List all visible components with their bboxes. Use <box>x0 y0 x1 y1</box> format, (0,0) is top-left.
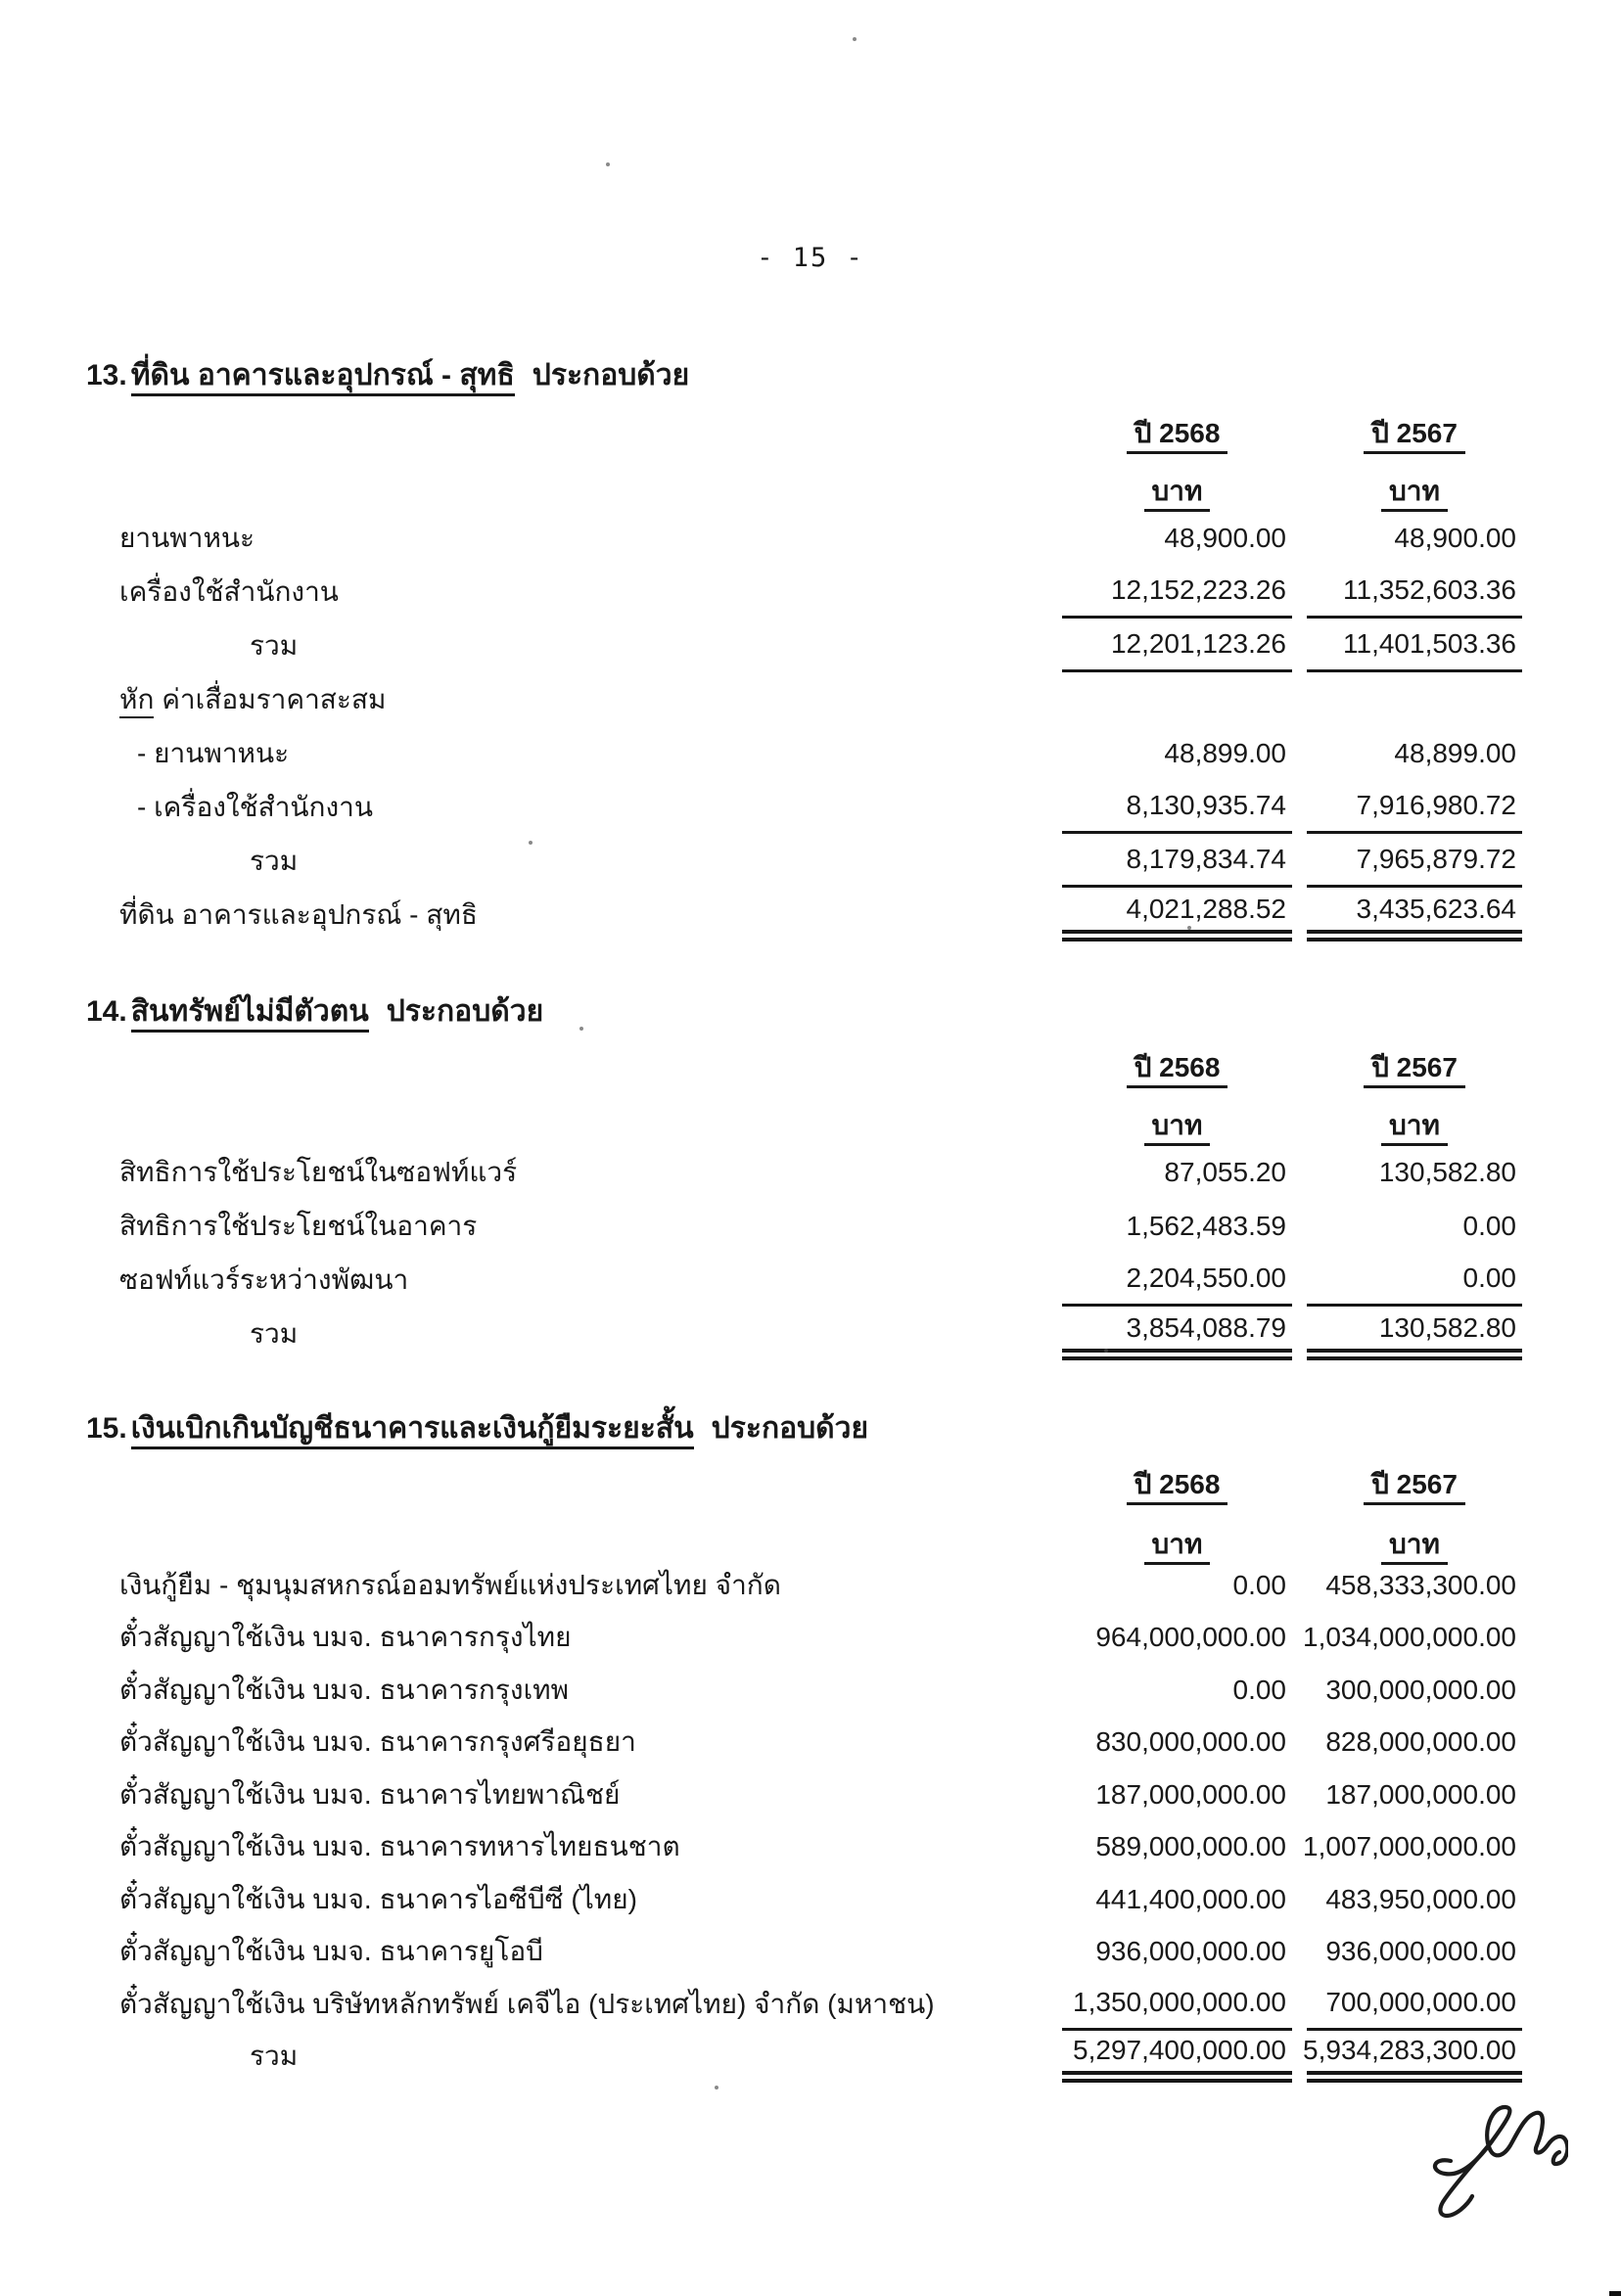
amount-2567: 7,965,879.72 <box>1307 834 1522 888</box>
amount-2568 <box>1062 672 1292 726</box>
amount-2567: 700,000,000.00 <box>1307 1978 1522 2031</box>
section-title: ที่ดิน อาคารและอุปกรณ์ - สุทธิ <box>131 359 515 396</box>
amount-2568: 936,000,000.00 <box>1095 1936 1286 1967</box>
row-label: - เครื่องใช้สำนักงาน <box>137 791 374 822</box>
amount-2568: 8,179,834.74 <box>1062 834 1292 888</box>
amount-2568: 5,297,400,000.00 <box>1062 2031 1292 2084</box>
amount-2567: 48,900.00 <box>1394 522 1516 553</box>
amount-2568: 2,204,550.00 <box>1062 1253 1292 1307</box>
table-row <box>0 1253 1621 1307</box>
scan-speck <box>853 37 857 41</box>
section-14-header <box>86 988 543 1034</box>
row-label: ที่ดิน อาคารและอุปกรณ์ - สุทธิ <box>119 898 478 930</box>
row-label: ยานพาหนะ <box>119 522 255 553</box>
table-row <box>0 780 1621 834</box>
scan-speck <box>715 2086 718 2089</box>
section-number: 14. <box>86 995 127 1028</box>
amount-2568: 589,000,000.00 <box>1095 1831 1286 1862</box>
amount-2567: 0.00 <box>1462 1210 1516 1241</box>
amount-2568: 3,854,088.79 <box>1062 1307 1292 1360</box>
corner-mark <box>1609 2291 1621 2296</box>
amount-2568: 830,000,000.00 <box>1095 1726 1286 1758</box>
amount-2568: 441,400,000.00 <box>1095 1883 1286 1914</box>
row-label: หัก ค่าเสื่อมราคาสะสม <box>119 678 386 721</box>
amount-2567: 130,582.80 <box>1378 1156 1516 1187</box>
amount-2567: 458,333,300.00 <box>1325 1569 1516 1600</box>
scan-speck <box>606 162 610 166</box>
section-suffix: ประกอบด้วย <box>532 359 690 391</box>
amount-2568: 12,201,123.26 <box>1062 619 1292 672</box>
scan-speck <box>1104 1349 1108 1353</box>
table-row <box>0 511 1621 565</box>
row-label: ตั๋วสัญญาใช้เงิน บมจ. ธนาคารกรุงเทพ <box>119 1674 570 1705</box>
section-suffix: ประกอบด้วย <box>711 1412 869 1445</box>
row-label: ซอฟท์แวร์ระหว่างพัฒนา <box>119 1263 409 1295</box>
amount-2567: 1,034,000,000.00 <box>1303 1622 1516 1653</box>
signature <box>1421 2102 1568 2234</box>
row-label: - ยานพาหนะ <box>137 737 290 768</box>
amount-2567: 3,435,623.64 <box>1307 888 1522 941</box>
amount-2567: 828,000,000.00 <box>1325 1726 1516 1758</box>
amount-2567: 5,934,283,300.00 <box>1307 2031 1522 2084</box>
section-13-header <box>86 352 689 398</box>
section-number: 15. <box>86 1412 127 1445</box>
amount-2567: 1,007,000,000.00 <box>1303 1831 1516 1862</box>
row-label: เงินกู้ยืม - ชุมนุมสหกรณ์ออมทรัพย์แห่งประเทศไทย จำกัด <box>119 1569 781 1600</box>
year-col-header-2568: ปี 2568 <box>1062 1463 1292 1506</box>
unit-header-baht: บาท <box>1062 1104 1292 1147</box>
amount-2567: 11,352,603.36 <box>1307 565 1522 619</box>
table-row <box>0 1926 1621 1979</box>
unit-header-baht: บาท <box>1307 1104 1522 1147</box>
row-label: ตั๋วสัญญาใช้เงิน บมจ. ธนาคารยูโอบี <box>119 1936 543 1967</box>
year-col-header-2567: ปี 2567 <box>1307 1463 1522 1506</box>
table-row <box>0 1612 1621 1665</box>
amount-2568: 8,130,935.74 <box>1062 780 1292 834</box>
section-15-table <box>0 1559 1621 2083</box>
row-label: รวม <box>250 2041 299 2072</box>
total-row <box>0 888 1621 941</box>
page-number: - 15 - <box>757 243 864 273</box>
row-label: ตั๋วสัญญาใช้เงิน บมจ. ธนาคารทหารไทยธนชาต <box>119 1831 680 1862</box>
year-col-header-2567: ปี 2567 <box>1307 412 1522 455</box>
amount-2567: 48,899.00 <box>1394 737 1516 768</box>
row-label: รวม <box>250 1317 299 1349</box>
table-row <box>0 565 1621 619</box>
section-title: สินทรัพย์ไม่มีตัวตน <box>131 995 369 1033</box>
table-row <box>0 1145 1621 1199</box>
row-label: เครื่องใช้สำนักงาน <box>119 575 339 607</box>
table-row <box>0 1873 1621 1926</box>
amount-2568: 0.00 <box>1232 1569 1286 1600</box>
table-row <box>0 1664 1621 1717</box>
amount-2568: 1,350,000,000.00 <box>1062 1978 1292 2031</box>
amount-2568: 48,900.00 <box>1164 522 1286 553</box>
row-label: ตั๋วสัญญาใช้เงิน บมจ. ธนาคารไอซีบีซี (ไทย) <box>119 1883 637 1914</box>
amount-2568: 4,021,288.52 <box>1062 888 1292 941</box>
amount-2568: 187,000,000.00 <box>1095 1778 1286 1810</box>
amount-2567 <box>1307 672 1522 726</box>
section-15-header <box>86 1405 868 1451</box>
table-row <box>0 1717 1621 1769</box>
section-14-table <box>0 1145 1621 1360</box>
subtotal-row <box>0 619 1621 672</box>
amount-2567: 0.00 <box>1307 1253 1522 1307</box>
total-row <box>0 2031 1621 2084</box>
unit-header-baht: บาท <box>1307 470 1522 513</box>
total-row <box>0 1307 1621 1360</box>
amount-2568: 0.00 <box>1232 1674 1286 1705</box>
table-row <box>0 672 1621 726</box>
row-label: รวม <box>250 845 299 876</box>
unit-header-baht: บาท <box>1062 470 1292 513</box>
amount-2567: 187,000,000.00 <box>1325 1778 1516 1810</box>
row-label: ตั๋วสัญญาใช้เงิน บมจ. ธนาคารกรุงไทย <box>119 1622 572 1653</box>
section-suffix: ประกอบด้วย <box>386 995 544 1028</box>
amount-2568: 1,562,483.59 <box>1126 1210 1286 1241</box>
unit-header-baht: บาท <box>1062 1523 1292 1566</box>
row-label: สิทธิการใช้ประโยชน์ในอาคาร <box>119 1210 478 1241</box>
table-row <box>0 1768 1621 1821</box>
scan-speck <box>579 1027 583 1031</box>
scan-speck <box>1187 926 1191 930</box>
row-label: ตั๋วสัญญาใช้เงิน บริษัทหลักทรัพย์ เคจีไอ (ประเทศไทย) จำกัด (มหาชน) <box>119 1988 935 2019</box>
section-number: 13. <box>86 359 127 391</box>
table-row <box>0 1821 1621 1874</box>
table-row <box>0 1559 1621 1612</box>
amount-2568: 87,055.20 <box>1164 1156 1286 1187</box>
table-row <box>0 1978 1621 2031</box>
amount-2567: 11,401,503.36 <box>1307 619 1522 672</box>
year-col-header-2568: ปี 2568 <box>1062 412 1292 455</box>
subtotal-row <box>0 834 1621 888</box>
amount-2567: 7,916,980.72 <box>1307 780 1522 834</box>
amount-2567: 936,000,000.00 <box>1325 1936 1516 1967</box>
section-title: เงินเบิกเกินบัญชีธนาคารและเงินกู้ยืมระยะสั้น <box>131 1412 694 1449</box>
year-col-header-2567: ปี 2567 <box>1307 1046 1522 1089</box>
amount-2567: 300,000,000.00 <box>1325 1674 1516 1705</box>
unit-header-baht: บาท <box>1307 1523 1522 1566</box>
amount-2567: 483,950,000.00 <box>1325 1883 1516 1914</box>
row-label: ตั๋วสัญญาใช้เงิน บมจ. ธนาคารกรุงศรีอยุธยา <box>119 1726 636 1758</box>
row-label: รวม <box>250 629 299 661</box>
row-label: สิทธิการใช้ประโยชน์ในซอฟท์แวร์ <box>119 1156 518 1187</box>
scan-speck <box>529 841 533 845</box>
amount-2568: 48,899.00 <box>1164 737 1286 768</box>
amount-2567: 130,582.80 <box>1307 1307 1522 1360</box>
year-col-header-2568: ปี 2568 <box>1062 1046 1292 1089</box>
table-row <box>0 1199 1621 1253</box>
section-13-table <box>0 511 1621 941</box>
table-row <box>0 726 1621 780</box>
row-label: ตั๋วสัญญาใช้เงิน บมจ. ธนาคารไทยพาณิชย์ <box>119 1778 621 1810</box>
amount-2568: 964,000,000.00 <box>1095 1622 1286 1653</box>
amount-2568: 12,152,223.26 <box>1062 565 1292 619</box>
